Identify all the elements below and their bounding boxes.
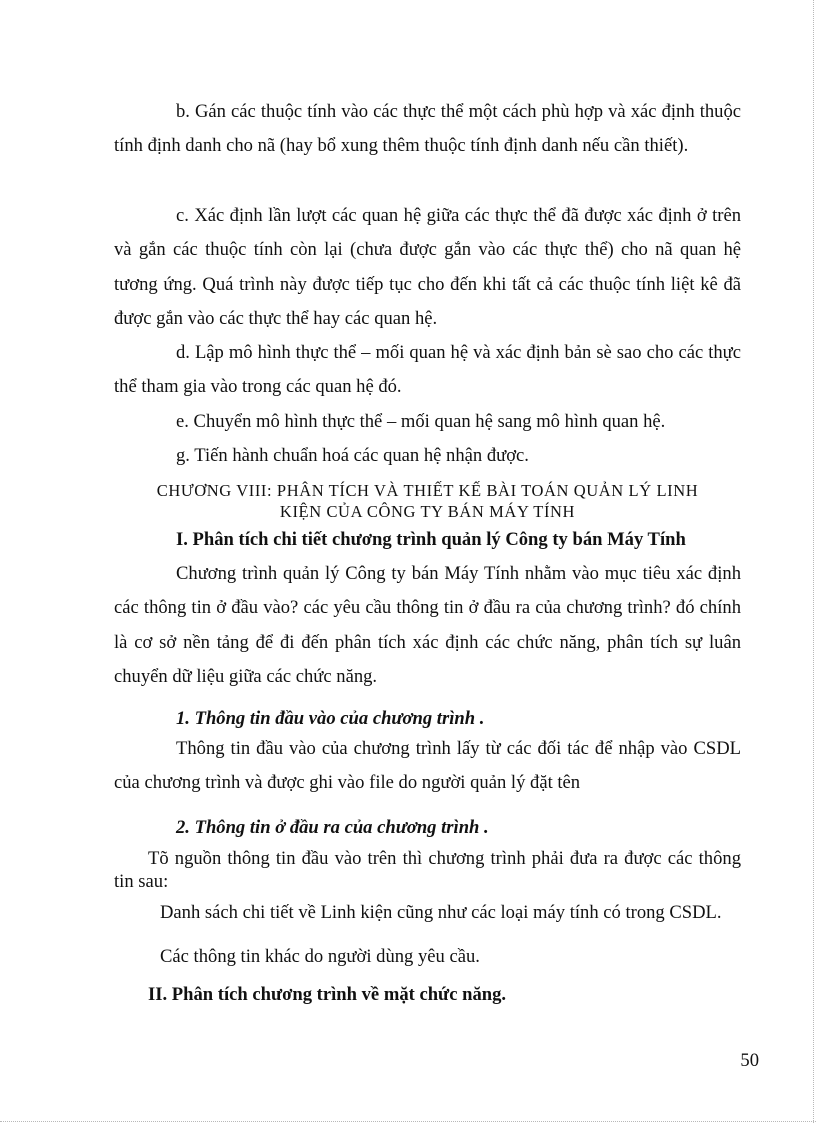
page-border-right (813, 0, 814, 1123)
chapter-heading-line2: KIỆN CỦA CÔNG TY BÁN MÁY TÍNH (279, 502, 576, 521)
paragraph-g: g. Tiến hành chuẩn hoá các quan hệ nhận được. (176, 445, 529, 466)
section-1-intro: Chương trình quản lý Công ty bán Máy Tính nhằm vào mục tiêu xác định các thông tin ở đầu vào? các yêu cầu thông tin ở đầu ra của chương trình? đó chính là cơ sở nền tảng để đi đến phân tích xác định các chức năng, phân tích sự luân chuyển dữ liệu giữa các chức năng. (114, 563, 741, 688)
chapter-heading-line1: CHƯƠNG VIII: PHÂN TÍCH VÀ THIẾT KẾ BÀI TOÁN QUẢN LÝ LINH (156, 481, 699, 500)
paragraph-d: d. Lập mô hình thực thể – mối quan hệ và xác định bản sè sao cho các thực thể tham gia vào trong các quan hệ đó. (114, 342, 741, 398)
subsection-1-body: Thông tin đầu vào của chương trình lấy từ các đối tác để nhập vào CSDL của chương trình và được ghi vào file do người quản lý đặt tên (114, 738, 741, 794)
page-border-bottom (0, 1121, 816, 1122)
paragraph-e: e. Chuyển mô hình thực thể – mối quan hệ sang mô hình quan hệ. (176, 411, 666, 432)
subsection-2-body: Tõ nguồn thông tin đầu vào trên thì chương trình phải đưa ra được các thông tin sau: (114, 848, 741, 892)
paragraph-b: b. Gán các thuộc tính vào các thực thể một cách phù hợp và xác định thuộc tính định danh cho nã (hay bổ xung thêm thuộc tính định danh nếu cần thiết). (114, 101, 741, 157)
page-number: 50 (740, 1050, 759, 1071)
chapter-heading (114, 480, 741, 522)
subsection-2-title: 2. Thông tin ở đầu ra của chương trình . (176, 817, 489, 838)
paragraph-c: c. Xác định lần lượt các quan hệ giữa các thực thể đã được xác định ở trên và gắn các thuộc tính còn lại (chưa được gắn vào các thực thể) cho nã quan hệ tương ứng. Quá trình này được tiếp tục cho đến khi tất cả các thuộc tính liệt kê đã được gắn vào các thực thể hay các quan hệ. (114, 205, 741, 330)
section-2-title: II. Phân tích chương trình về mặt chức năng. (148, 984, 507, 1005)
subsection-2-item-1: Danh sách chi tiết về Linh kiện cũng như các loại máy tính có trong CSDL. (160, 902, 722, 923)
section-1-title: I. Phân tích chi tiết chương trình quản lý Công ty bán Máy Tính (176, 529, 686, 550)
subsection-2-item-2: Các thông tin khác do người dùng yêu cầu. (160, 946, 480, 967)
subsection-1-title: 1. Thông tin đầu vào của chương trình . (176, 708, 485, 729)
